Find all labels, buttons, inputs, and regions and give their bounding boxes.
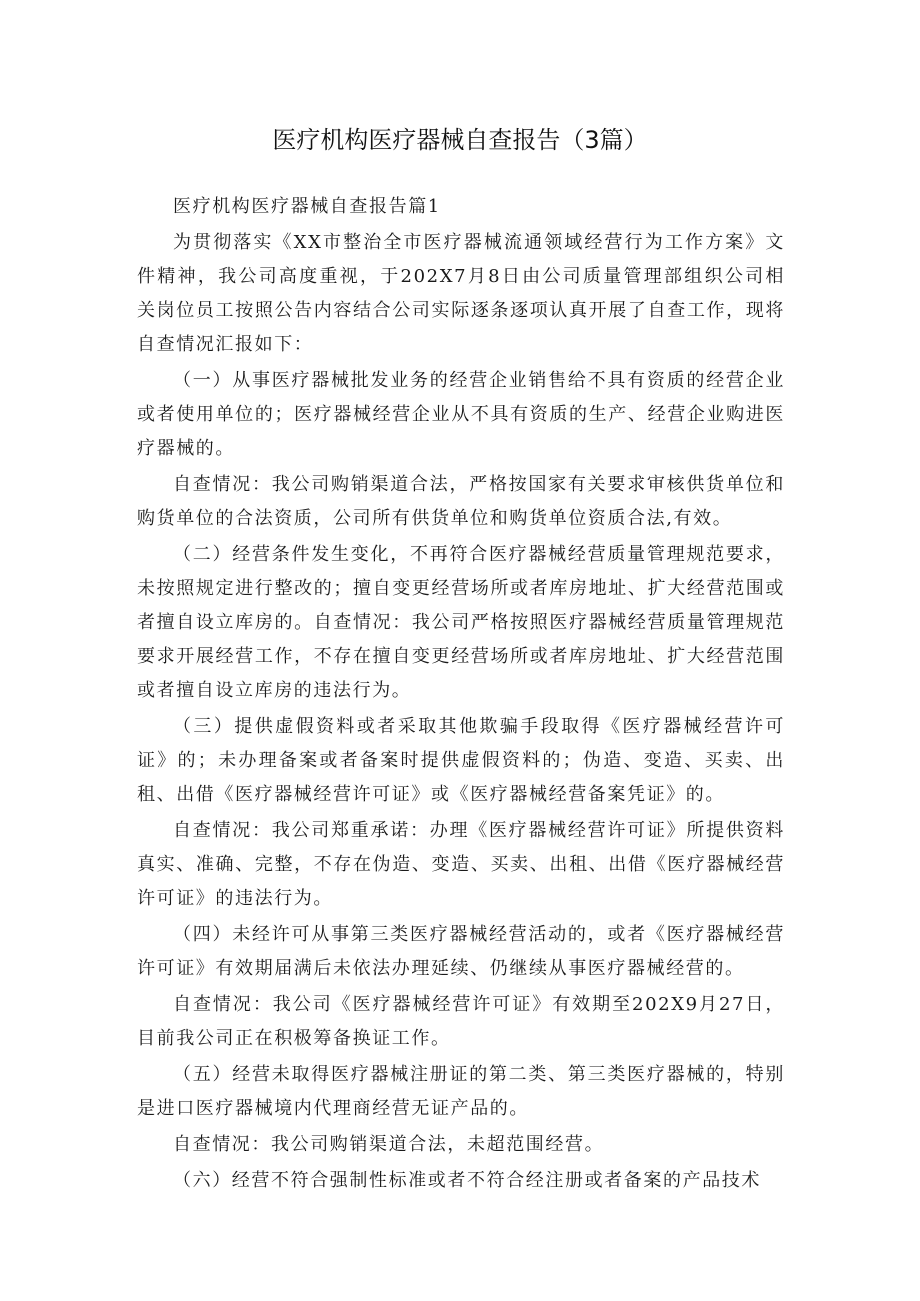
paragraph-check-1: 自查情况：我公司购销渠道合法，严格按国家有关要求审核供货单位和购货单位的合法资质，公司所有供货单位和购货单位资质合法,有效。: [137, 474, 785, 529]
paragraph-item-1: （一）从事医疗器械批发业务的经营企业销售给不具有资质的经营企业或者使用单位的；医疗器械经营企业从不具有资质的生产、经营企业购进医疗器械的。: [137, 370, 785, 459]
paragraph-item-6: （六）经营不符合强制性标准或者不符合经注册或者备案的产品技术: [173, 1170, 761, 1191]
paragraph-item-3: （三）提供虚假资料或者采取其他欺骗手段取得《医疗器械经营许可证》的；未办理备案或者备案时提供虚假资料的；伪造、变造、买卖、出租、出借《医疗器械经营许可证》或《医疗器械经营备案凭证》的。: [137, 716, 785, 805]
document-title: 医疗机构医疗器械自查报告（3篇）: [272, 126, 648, 154]
paragraph-intro: 为贯彻落实《XX市整治全市医疗器械流通领域经营行为工作方案》文件精神，我公司高度重视，于202X7月8日由公司质量管理部组织公司相关岗位员工按照公告内容结合公司实际逐条逐项认真开展了自查工作，现将自查情况汇报如下：: [137, 232, 785, 355]
paragraph-check-5: 自查情况：我公司购销渠道合法，未超范围经营。: [173, 1134, 605, 1155]
paragraph-check-4: 自查情况：我公司《医疗器械经营许可证》有效期至202X9月27日，目前我公司正在积极筹备换证工作。: [137, 994, 785, 1049]
paragraph-check-3: 自查情况：我公司郑重承诺：办理《医疗器械经营许可证》所提供资料真实、准确、完整，不存在伪造、变造、买卖、出租、出借《医疗器械经营许可证》的违法行为。: [137, 820, 785, 909]
paragraph-item-5: （五）经营未取得医疗器械注册证的第二类、第三类医疗器械的，特别是进口医疗器械境内代理商经营无证产品的。: [137, 1064, 785, 1119]
document-body: [137, 190, 785, 1198]
section-subtitle: 医疗机构医疗器械自查报告篇1: [173, 196, 441, 217]
paragraph-item-4: （四）未经许可从事第三类医疗器械经营活动的，或者《医疗器械经营许可证》有效期届满后未依法办理延续、仍继续从事医疗器械经营的。: [137, 924, 785, 979]
paragraph-item-2: （二）经营条件发生变化，不再符合医疗器械经营质量管理规范要求，未按照规定进行整改的；擅自变更经营场所或者库房地址、扩大经营范围或者擅自设立库房的。自查情况：我公司严格按照医疗器械经营质量管理规范要求开展经营工作，不存在擅自变更经营场所或者库房地址、扩大经营范围或者擅自设立库房的违法行为。: [137, 544, 785, 701]
